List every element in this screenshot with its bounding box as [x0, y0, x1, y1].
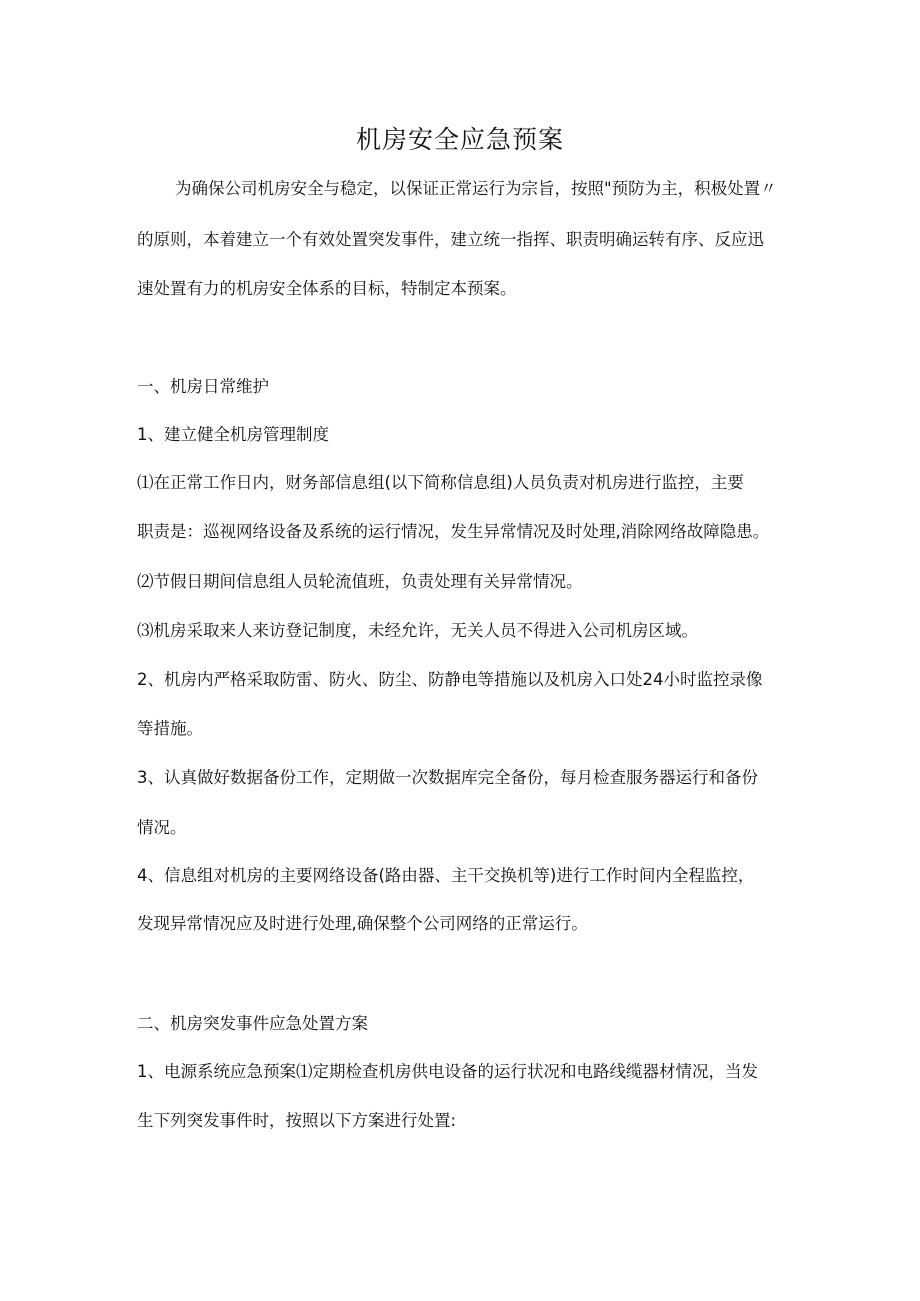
- section1-item2-line2: 等措施。: [137, 719, 203, 738]
- section1-p3: ⑶机房采取来人来访登记制度，未经允许，无关人员不得进入公司机房区域。: [137, 621, 698, 640]
- section1-item3-line1: 3、认真做好数据备份工作，定期做一次数据库完全备份，每月检查服务器运行和备份: [137, 768, 758, 787]
- section1-item4-line2: 发现异常情况应及时进行处理,确保整个公司网络的正常运行。: [137, 914, 588, 933]
- intro-line-2: 的原则，本着建立一个有效处置突发事件，建立统一指挥、职责明确运转有序、反应迅: [137, 230, 764, 249]
- intro-line-1: 为确保公司机房安全与稳定，以保证正常运行为宗旨，按照"预防为主，积极处置〃: [175, 179, 777, 198]
- page-title: 机房安全应急预案: [355, 125, 564, 154]
- section1-item1-heading: 1、建立健全机房管理制度: [137, 425, 329, 444]
- section1-item3-line2: 情况。: [137, 818, 187, 837]
- section2-item1-line2: 生下列突发事件时，按照以下方案进行处置:: [137, 1111, 457, 1130]
- intro-line-3: 速处置有力的机房安全体系的目标，特制定本预案。: [137, 279, 517, 298]
- section1-item2-line1: 2、机房内严格采取防雷、防火、防尘、防静电等措施以及机房入口处24小时监控录像: [137, 670, 763, 689]
- section2-heading: 二、机房突发事件应急处置方案: [137, 1014, 368, 1033]
- section1-heading: 一、机房日常维护: [137, 377, 269, 396]
- section1-p1-line2: 职责是：巡视网络设备及系统的运行情况，发生异常情况及时处理,消除网络故障隐患。: [137, 522, 770, 541]
- section1-item4-line1: 4、信息组对机房的主要网络设备(路由器、主干交换机等)进行工作时间内全程监控，: [137, 866, 755, 885]
- section2-item1-line1: 1、电源系统应急预案⑴定期检查机房供电设备的运行状况和电路线缆器材情况，当发: [137, 1062, 758, 1081]
- section1-p2: ⑵节假日期间信息组人员轮流值班，负责处理有关异常情况。: [137, 572, 583, 591]
- section1-p1-line1: ⑴在正常工作日内，财务部信息组(以下简称信息组)人员负责对机房进行监控，主要: [137, 473, 744, 492]
